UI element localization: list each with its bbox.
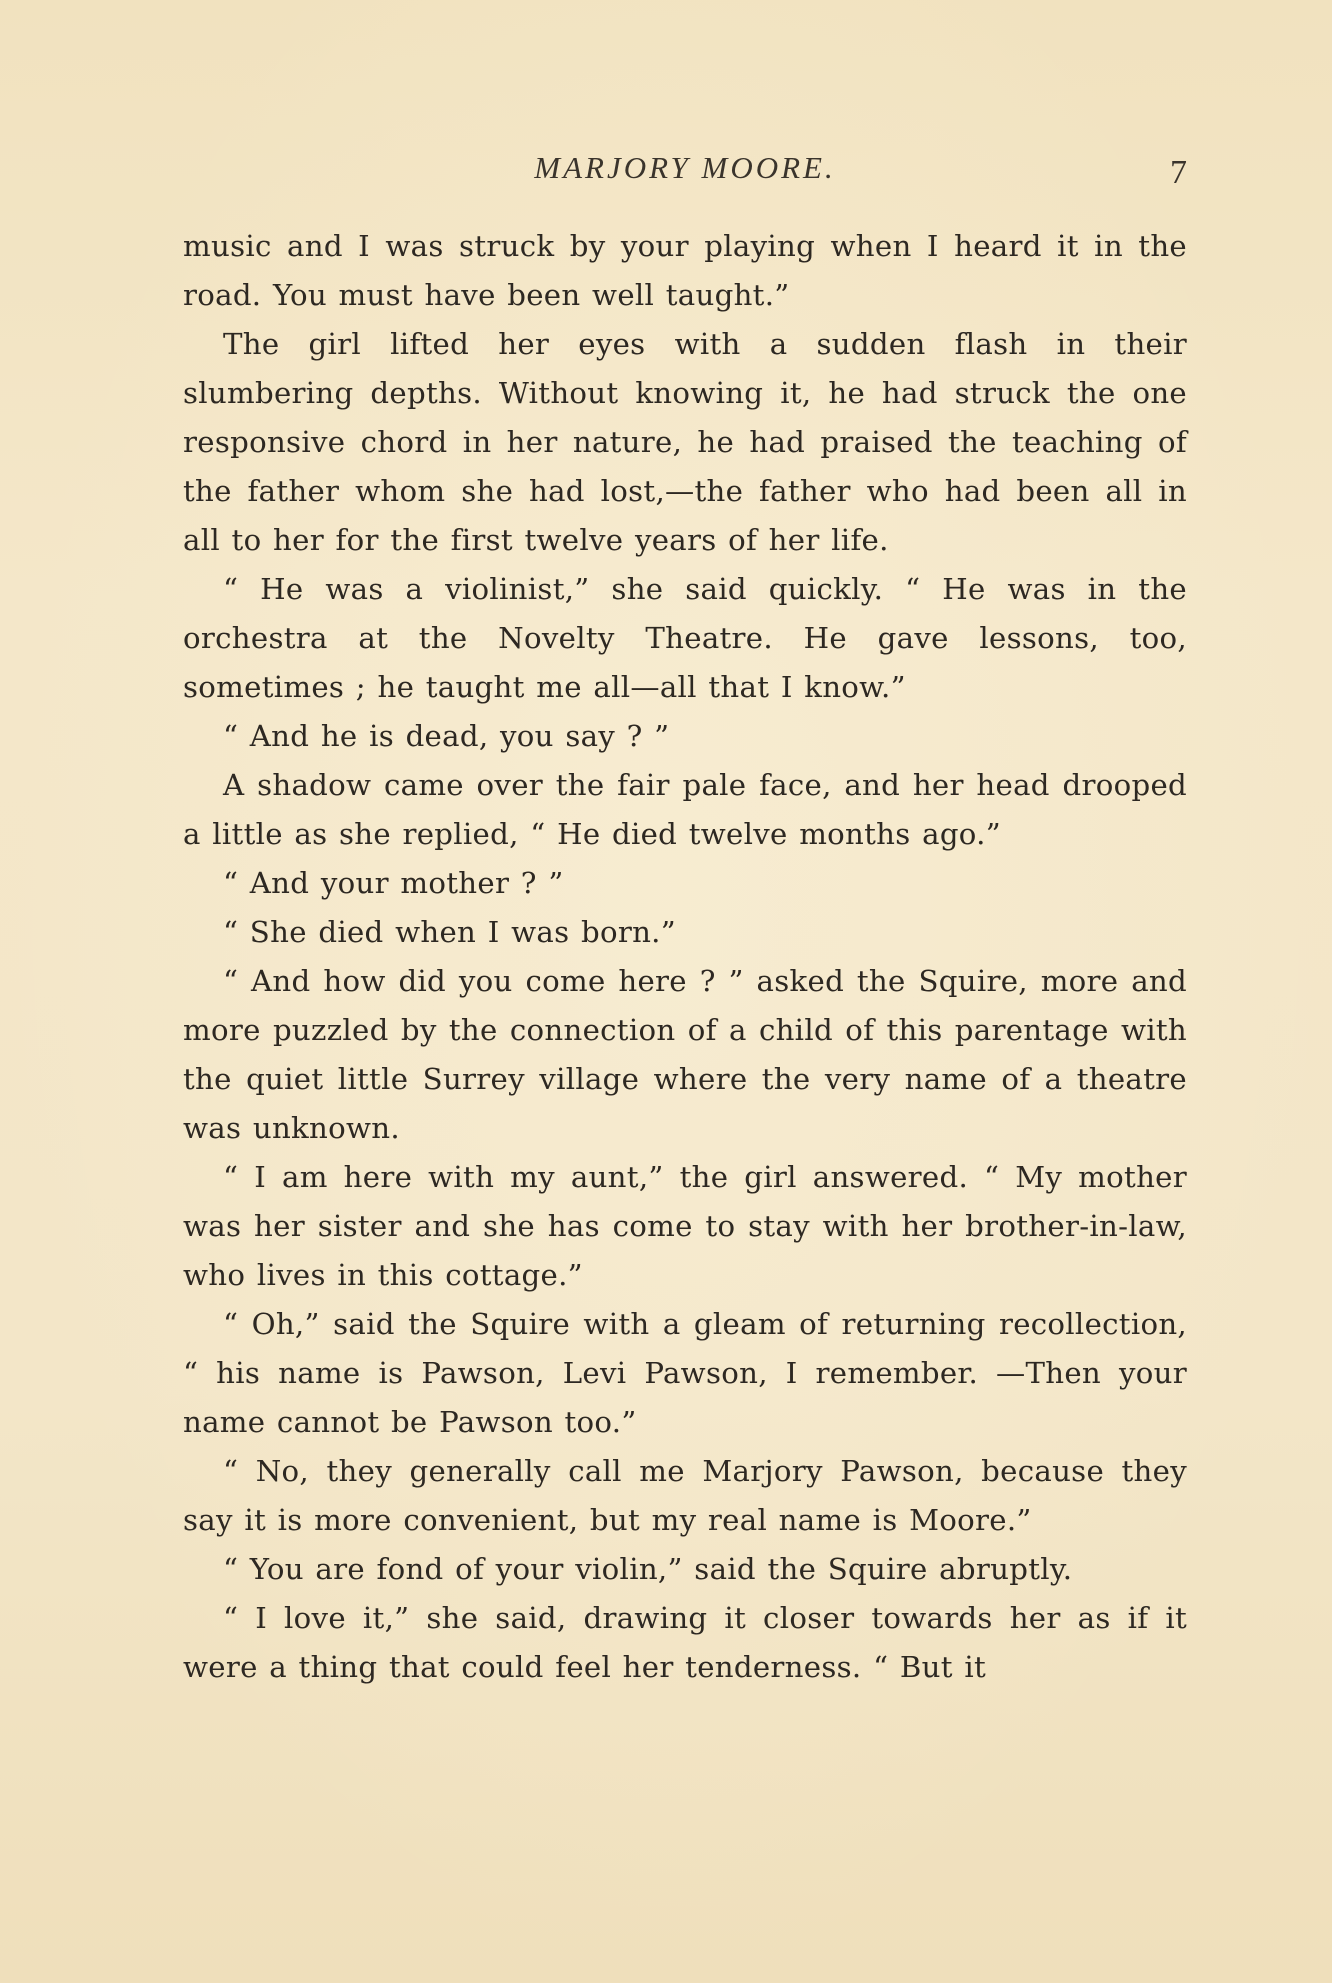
- paragraph: “ I am here with my aunt,” the girl answered. “ My mother was her sister and she has come to stay with her brother-in-law, who lives in this cottage.”: [183, 1160, 1187, 1292]
- page-number: 7: [1170, 154, 1187, 191]
- paragraph: “ No, they generally call me Marjory Pawson, because they say it is more convenient, but my real name is Moore.”: [183, 1454, 1187, 1537]
- paragraph: music and I was struck by your playing when I heard it in the road. You must have been well taught.”: [183, 229, 1187, 312]
- paragraph: “ Oh,” said the Squire with a gleam of returning recollection, “ his name is Pawson, Levi Pawson, I remember. —Then your name cannot be Pawson too.”: [183, 1307, 1187, 1439]
- paragraph: “ And how did you come here ? ” asked the Squire, more and more puzzled by the connection of a child of this parentage with the quiet little Surrey village where the very name of a theatre was unknown.: [183, 964, 1187, 1145]
- paragraph: “ And your mother ? ”: [223, 866, 564, 900]
- running-title: MARJORY MOORE.: [534, 150, 836, 185]
- paragraph: “ You are fond of your violin,” said the Squire abruptly.: [223, 1552, 1073, 1586]
- paragraph: “ I love it,” she said, drawing it closer towards her as if it were a thing that could feel her tenderness. “ But it: [183, 1601, 1187, 1684]
- text-body: [183, 222, 1187, 1692]
- running-head: [183, 150, 1187, 194]
- paragraph: “ And he is dead, you say ? ”: [223, 719, 670, 753]
- paragraph: “ He was a violinist,” she said quickly. “ He was in the orchestra at the Novelty Theatre. He gave lessons, too, sometimes ; he taught me all—all that I know.”: [183, 572, 1187, 704]
- paragraph: “ She died when I was born.”: [223, 915, 676, 949]
- paragraph: A shadow came over the fair pale face, and her head drooped a little as she replied, “ He died twelve months ago.”: [183, 768, 1187, 851]
- paragraph: The girl lifted her eyes with a sudden flash in their slumbering depths. Without knowing it, he had struck the one responsive chord in her nature, he had praised the teaching of the father whom she had lost,—the father who had been all in all to her for the first twelve years of her life.: [183, 327, 1187, 557]
